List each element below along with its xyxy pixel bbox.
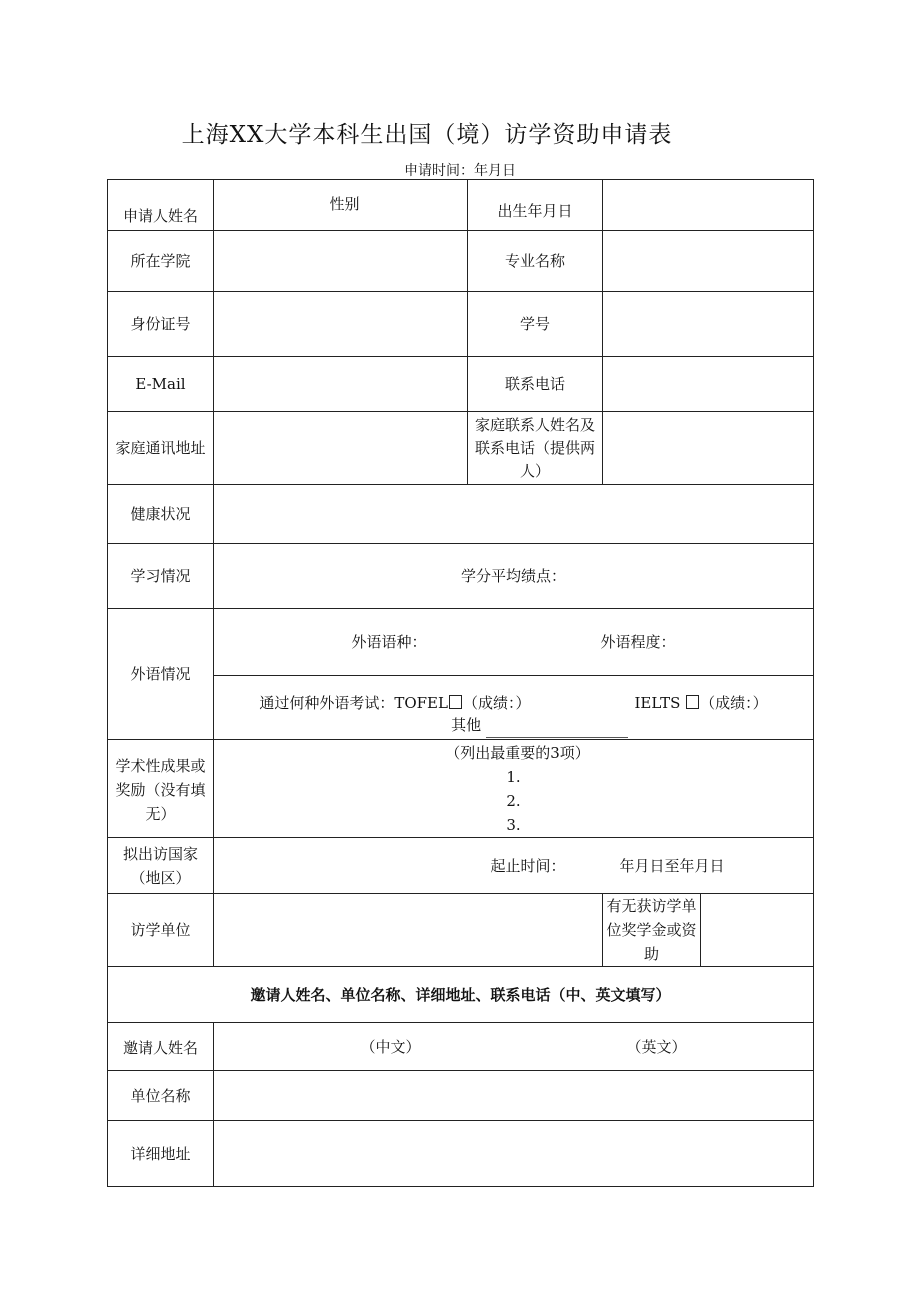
row-foreign-lang bbox=[108, 609, 814, 676]
row-id bbox=[108, 292, 814, 357]
input-id-number[interactable] bbox=[214, 292, 468, 357]
label-lang-type: 外语语种： bbox=[351, 633, 427, 651]
lang-exam[interactable] bbox=[214, 676, 814, 740]
label-academic: 学术性成果或奖励（没有填无） bbox=[108, 740, 214, 838]
label-address: 详细地址 bbox=[108, 1121, 214, 1187]
gpa-field[interactable]: 学分平均绩点： bbox=[214, 544, 814, 609]
form-title: 上海XX大学本科生出国（境）访学资助申请表 bbox=[181, 122, 673, 148]
label-unit: 访学单位 bbox=[108, 894, 214, 967]
tofel-checkbox[interactable] bbox=[449, 695, 462, 709]
academic-item-1: 1. bbox=[506, 768, 521, 786]
input-org-name[interactable] bbox=[214, 1071, 814, 1121]
row-country bbox=[108, 838, 814, 894]
row-email bbox=[108, 357, 814, 412]
input-home-address[interactable] bbox=[214, 412, 468, 485]
input-student-number[interactable] bbox=[603, 292, 814, 357]
label-home-address: 家庭通讯地址 bbox=[108, 412, 214, 485]
label-exam-tofel: 通过何种外语考试：TOFEL bbox=[259, 693, 448, 712]
label-period: 起止时间： bbox=[490, 856, 566, 875]
label-gender: 性别 bbox=[214, 180, 468, 231]
application-form-table bbox=[107, 179, 814, 1187]
label-health: 健康状况 bbox=[108, 485, 214, 544]
ielts-checkbox[interactable] bbox=[686, 695, 699, 709]
lang-type-level[interactable] bbox=[214, 609, 814, 676]
period-value: 年月日至年月日 bbox=[619, 856, 725, 875]
input-birth-date[interactable] bbox=[603, 180, 814, 231]
label-id-number: 身份证号 bbox=[108, 292, 214, 357]
academic-item-2: 2. bbox=[506, 792, 521, 810]
input-health[interactable] bbox=[214, 485, 814, 544]
row-inviter-header bbox=[108, 967, 814, 1023]
label-inviter-name: 邀请人姓名 bbox=[108, 1023, 214, 1071]
academic-list[interactable] bbox=[214, 740, 814, 838]
tofel-score: （成绩：） bbox=[462, 693, 531, 712]
row-applicant bbox=[108, 180, 814, 231]
label-scholarship: 有无获访学单位奖学金或资助 bbox=[603, 894, 701, 967]
label-major: 专业名称 bbox=[468, 231, 603, 292]
label-birth-date: 出生年月日 bbox=[468, 180, 603, 231]
input-phone[interactable] bbox=[603, 357, 814, 412]
ielts-score: （成绩：） bbox=[700, 693, 768, 712]
row-inviter-name bbox=[108, 1023, 814, 1071]
inviter-section-header: 邀请人姓名、单位名称、详细地址、联系电话（中、英文填写） bbox=[108, 967, 814, 1023]
row-academic bbox=[108, 740, 814, 838]
input-home-contact[interactable] bbox=[603, 412, 814, 485]
label-country: 拟出访国家（地区） bbox=[108, 838, 214, 894]
input-major[interactable] bbox=[603, 231, 814, 292]
row-health bbox=[108, 485, 814, 544]
input-email[interactable] bbox=[214, 357, 468, 412]
input-address[interactable] bbox=[214, 1121, 814, 1187]
label-study: 学习情况 bbox=[108, 544, 214, 609]
row-address bbox=[108, 1121, 814, 1187]
label-email: E-Mail bbox=[108, 357, 214, 412]
row-study bbox=[108, 544, 814, 609]
application-date: 申请时间：年月日 bbox=[404, 163, 516, 179]
label-lang-level: 外语程度： bbox=[600, 633, 676, 651]
input-unit[interactable] bbox=[214, 894, 603, 967]
label-college: 所在学院 bbox=[108, 231, 214, 292]
label-applicant-name: 申请人姓名 bbox=[108, 180, 214, 231]
inviter-name-en: （英文） bbox=[626, 1037, 687, 1056]
academic-item-3: 3. bbox=[506, 816, 521, 834]
label-foreign-lang: 外语情况 bbox=[108, 609, 214, 740]
country-period[interactable] bbox=[214, 838, 814, 894]
row-unit bbox=[108, 894, 814, 967]
row-org bbox=[108, 1071, 814, 1121]
label-other-exam: 其他 bbox=[451, 715, 482, 734]
academic-note: （列出最重要的3项） bbox=[445, 744, 590, 762]
label-ielts: IELTS bbox=[634, 693, 681, 712]
inviter-name-field[interactable] bbox=[214, 1023, 814, 1071]
label-phone: 联系电话 bbox=[468, 357, 603, 412]
row-home bbox=[108, 412, 814, 485]
input-college[interactable] bbox=[214, 231, 468, 292]
input-scholarship[interactable] bbox=[701, 894, 814, 967]
other-exam-line[interactable] bbox=[486, 721, 628, 738]
row-lang-exam bbox=[108, 676, 814, 740]
label-student-number: 学号 bbox=[468, 292, 603, 357]
row-college bbox=[108, 231, 814, 292]
inviter-name-cn: （中文） bbox=[360, 1037, 421, 1056]
label-home-contact: 家庭联系人姓名及联系电话（提供两人） bbox=[468, 412, 603, 485]
label-org-name: 单位名称 bbox=[108, 1071, 214, 1121]
